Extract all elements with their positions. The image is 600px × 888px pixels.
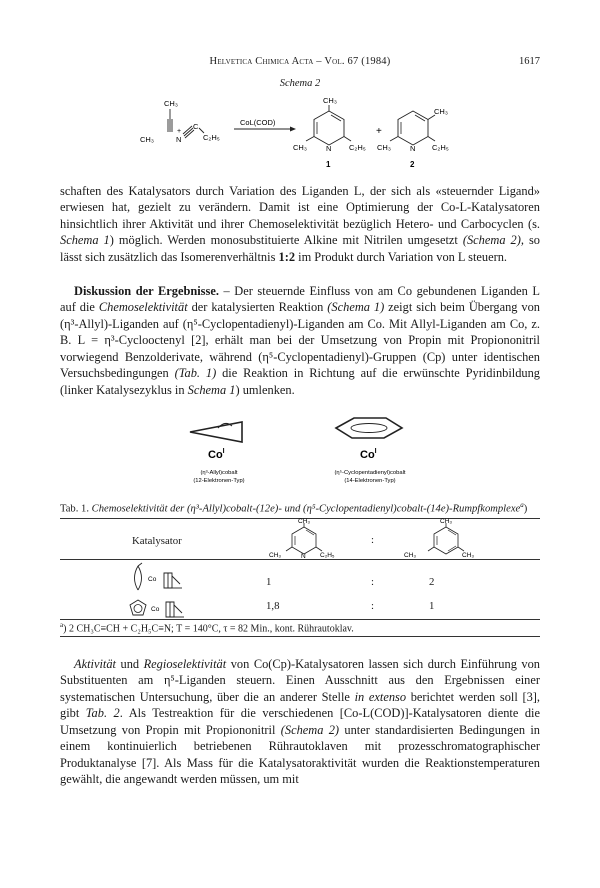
footnote-rule [60,636,540,637]
reagent-plus: + [177,128,182,135]
col2-left: CH₃ [404,552,417,559]
nitrile-c: C [193,122,199,131]
product-2-n: N [410,144,416,153]
row-2-co: Co [151,606,160,613]
row-1-value-2: 2 [429,576,435,588]
table-1-caption: Tab. 1. Chemoselektivität der (η³-Allyl)cobalt-(12e)- und (η⁵-Cyclopentadienyl)cobalt-(14e)-Rumpfkomplexe$^a$) [60,501,528,515]
cyclopentadienyl-ligand-shape [336,418,402,438]
paragraph-1: schaften des Katalysators durch Variation des Liganden L, der sich als «steuernder Ligand» erwiesen hat, gezielt zu verändern. Damit ist eine Optimierung der Co-L-Katalysatoren hinsichtlich ihrer Aktivität und ihrer Chemoselektivität bezüglich Hetero- und Carbocyclen (s. Schema 1) möglich. Werden monosubstituierte Alkine mit Nitrilen umgesetzt (Schema 2), so lässt sich zusätzlich das Isomerenverhältnis 1:2 im Produkt durch Variation von L steuern. [60,184,541,264]
product-2-methyl: CH₃ [434,107,448,116]
table-header-pyridine-1 [250,517,360,559]
row-2-value-2: 1 [429,600,435,612]
catalyst-label: CoL(COD) [240,118,276,127]
right-cobalt-label: $Co^I$ [360,448,377,461]
col1-right: C₂H₅ [320,552,335,559]
page-number: 1617 [519,56,540,67]
reagent-left-methyl: CH₃ [140,135,154,144]
product-1-left: CH₃ [293,143,307,152]
col2-right: CH₃ [462,552,475,559]
schema-title: Schema 2 [279,78,321,89]
table-bottom-rule [60,619,540,620]
schema-2-figure [130,92,480,172]
row-1-value-1: 1 [266,576,272,588]
product-1-right: C₂H₅ [349,143,366,152]
row-2-separator: : [371,600,374,612]
compound-2-number: 2 [410,160,415,169]
nitrile-n: N [176,135,182,144]
left-cobalt-label: $Co^I$ [208,448,225,461]
paragraph-3: Aktivität und Regioselektivität von Co(Cp)-Katalysatoren lassen sich durch Einführung von Substituenten am η⁵-Liganden steuern. Einen Ausschnitt aus den Ergebnissen einer systematischen Untersuchung, über die an anderer Stelle in extenso berichtet werden soll [3], gibt Tab. 2. Als Testreaktion für die verschiedenen [Co-L(COD)]-Katalysatoren diente die Umsetzung von Propin mit Propiononitril (Schema 2) unter standardisierten Bedingungen in einem kontinuierlich betriebenen Rührautoklaven mit prozesschromatographischer Produktanalyse [7]. Als Mass für die Katalysatoraktivität wurden die Reaktionstemperaturen gewählt, die angewandt werden müssen, um mit [60,657,540,787]
row-1-separator: : [371,576,374,588]
schema-plus: + [376,126,382,137]
section-heading: Diskussion der Ergebnisse. [74,284,219,298]
col1-n: N [301,553,306,559]
table-header-benzene-2 [400,517,520,559]
table-header-colon: : [371,534,374,546]
product-2-left: CH₃ [377,143,391,152]
product-2-right: C₂H₅ [432,143,449,152]
left-caption-1: (η³-Allyl)cobalt [200,470,238,476]
product-2-structure [390,111,435,145]
table-header-katalysator: Katalysator [132,535,182,547]
col2-methyl: CH₃ [440,518,453,525]
col1-methyl: CH₃ [298,518,311,525]
product-1-structure [306,105,351,145]
complex-illustrations [180,408,440,490]
product-1-methyl-top: CH₃ [323,96,337,105]
row-1-co: Co [148,576,157,583]
left-caption-2: (12-Elektronen-Typ) [193,478,245,484]
table-footnote: $^a$) 2 CH₃C≡CH + C₂H₅C≡N; T = 140°C, τ = 82 Min., kont. Rührautoklav. [60,621,354,635]
col1-left: CH₃ [269,552,282,559]
right-caption-2: (14-Elektronen-Typ) [344,478,396,484]
compound-1-number: 1 [326,160,331,169]
paragraph-2: Diskussion der Ergebnisse. – Der steuernde Einfluss von am Co gebundenen Liganden L auf die Chemoselektivität der katalysierten Reaktion (Schema 1) zeigt sich beim Übergang von (η³-Allyl)-Liganden auf (η⁵-Cyclopentadienyl)-Liganden am Co. Mit Allyl-Liganden am Co, z. B. L = η³-Cyclooctenyl [2], erhält man bei der Umsetzung von Propin mit Propiononitril vorwiegend Benzolderivate, während (η⁵-Cyclopentadienyl)-Gruppen (Cp) unter identischen Versuchsbedingungen (Tab. 1) die Reaktion in Richtung auf die erwünschte Pyridinbildung (linker Katalysezyklus in Schema 1) umlenken. [60,284,540,397]
product-1-n: N [326,144,332,153]
allyl-ligand-shape [190,422,242,442]
right-caption-1: (η⁵-Cyclopentadienyl)cobalt [334,470,406,476]
row-1-catalyst-structure [128,560,208,596]
reagent-methyl: CH₃ [164,99,178,108]
row-2-value-1: 1,8 [266,600,280,612]
nitrile-ethyl: C₂H₅ [203,133,220,142]
journal-title: Helvetica Chimica Acta – Vol. 67 (1984) [209,56,391,67]
